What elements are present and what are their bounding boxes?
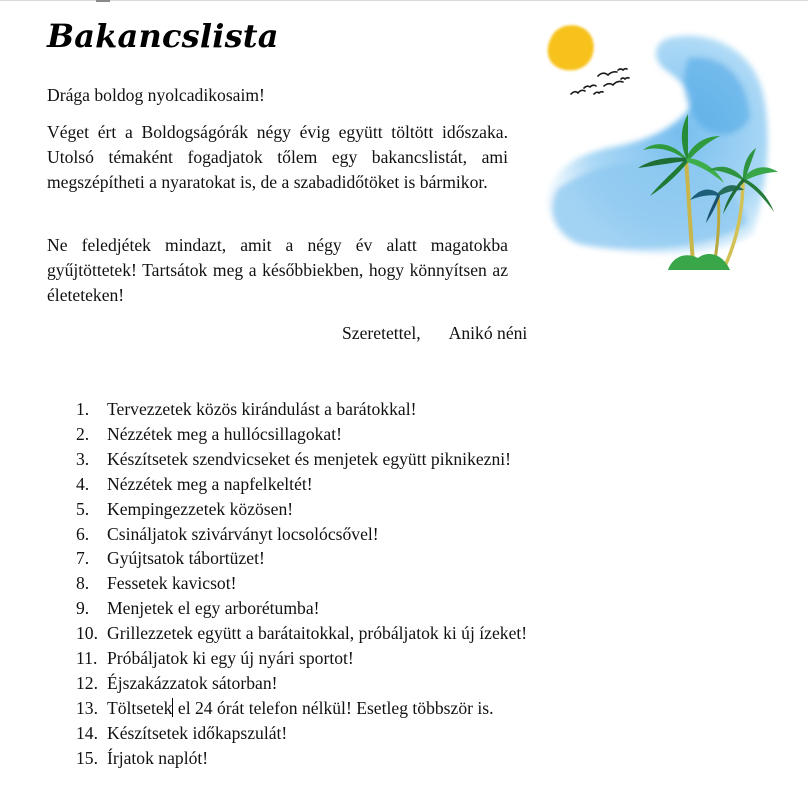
- list-text: Csináljatok szivárványt locsolócsővel!: [107, 523, 379, 544]
- list-item: [76, 422, 527, 447]
- list-text: Menjetek el egy arborétumba!: [107, 598, 320, 619]
- list-number: 5.: [76, 498, 90, 519]
- list-item: [76, 721, 527, 746]
- bucket-list: [76, 397, 527, 771]
- list-text: Készítsetek időkapszulát!: [107, 722, 288, 743]
- list-number: 12.: [76, 672, 98, 693]
- sun-icon: [548, 25, 594, 70]
- list-number: 10.: [76, 623, 98, 644]
- list-text: Készítsetek szendvicseket és menjetek együtt piknikezni!: [107, 448, 512, 469]
- list-text: Gyújtsatok tábortüzet!: [107, 548, 265, 569]
- list-text: Fessetek kavicsot!: [107, 573, 237, 594]
- ruler-marker: [96, 0, 110, 2]
- list-item: [76, 696, 527, 721]
- list-text: Nézzétek meg a hullócsillagokat!: [107, 423, 342, 444]
- paragraph-intro: Véget ért a Boldogságórák négy évig együtt töltött időszaka. Utolsó témaként fogadjatok tőlem egy bakancslistát, ami megszépítheti a nyaratokat is, de a szabadidőtöket is bármikor.: [47, 122, 508, 192]
- list-text: Grillezzetek együtt a barátaitokkal, próbáljatok ki új ízeket!: [107, 623, 528, 644]
- signoff-closing: Szeretettel,: [342, 323, 421, 343]
- list-number: 15.: [76, 747, 98, 768]
- list-item: [76, 646, 527, 671]
- list-item: [76, 397, 527, 422]
- summer-illustration: [538, 18, 788, 270]
- list-number: 4.: [76, 473, 90, 494]
- list-text: Írjatok naplót!: [107, 747, 209, 768]
- list-item: [76, 621, 527, 646]
- list-text: Tervezzetek közös kirándulást a barátokkal!: [107, 399, 417, 419]
- page-top-edge: [0, 0, 808, 1]
- list-item: [76, 571, 527, 596]
- list-text: Nézzétek meg a napfelkeltét!: [107, 473, 313, 494]
- birds-icon: [571, 69, 629, 94]
- paragraph-reminder: Ne feledjétek mindazt, amit a négy év alatt magatokba gyűjtöttetek! Tartsátok meg a későbbiekben, hogy könnyítsen az életeteken!: [47, 235, 508, 305]
- list-text-before-caret: Töltsetek: [107, 697, 173, 718]
- list-text-after-caret: el 24 órát telefon nélkül! Esetleg többször is.: [173, 697, 494, 718]
- list-item: [76, 522, 527, 547]
- list-number: 7.: [76, 548, 90, 569]
- list-item: [76, 472, 527, 497]
- list-item: [76, 497, 527, 522]
- list-item: [76, 671, 527, 696]
- list-item: [76, 596, 527, 621]
- list-number: 1.: [76, 399, 90, 419]
- signoff: [342, 321, 527, 346]
- list-number: 11.: [76, 648, 98, 669]
- list-number: 13.: [76, 697, 98, 718]
- greeting: Drága boldog nyolcadikosaim!: [47, 85, 265, 105]
- list-text: Éjszakázzatok sátorban!: [107, 672, 278, 693]
- signoff-name: Anikó néni: [448, 323, 528, 343]
- list-text: Kempingezzetek közösen!: [107, 498, 294, 519]
- list-number: 2.: [76, 423, 90, 444]
- list-number: 8.: [76, 573, 90, 594]
- list-text[interactable]: [107, 696, 494, 721]
- list-item: [76, 447, 527, 472]
- list-number: 9.: [76, 598, 90, 619]
- list-number: 3.: [76, 448, 90, 469]
- document-title: Bakancslista: [47, 17, 279, 55]
- list-number: 14.: [76, 722, 98, 743]
- list-number: 6.: [76, 523, 90, 544]
- list-item: [76, 746, 527, 771]
- list-item: [76, 546, 527, 571]
- list-text: Próbáljatok ki egy új nyári sportot!: [107, 648, 354, 669]
